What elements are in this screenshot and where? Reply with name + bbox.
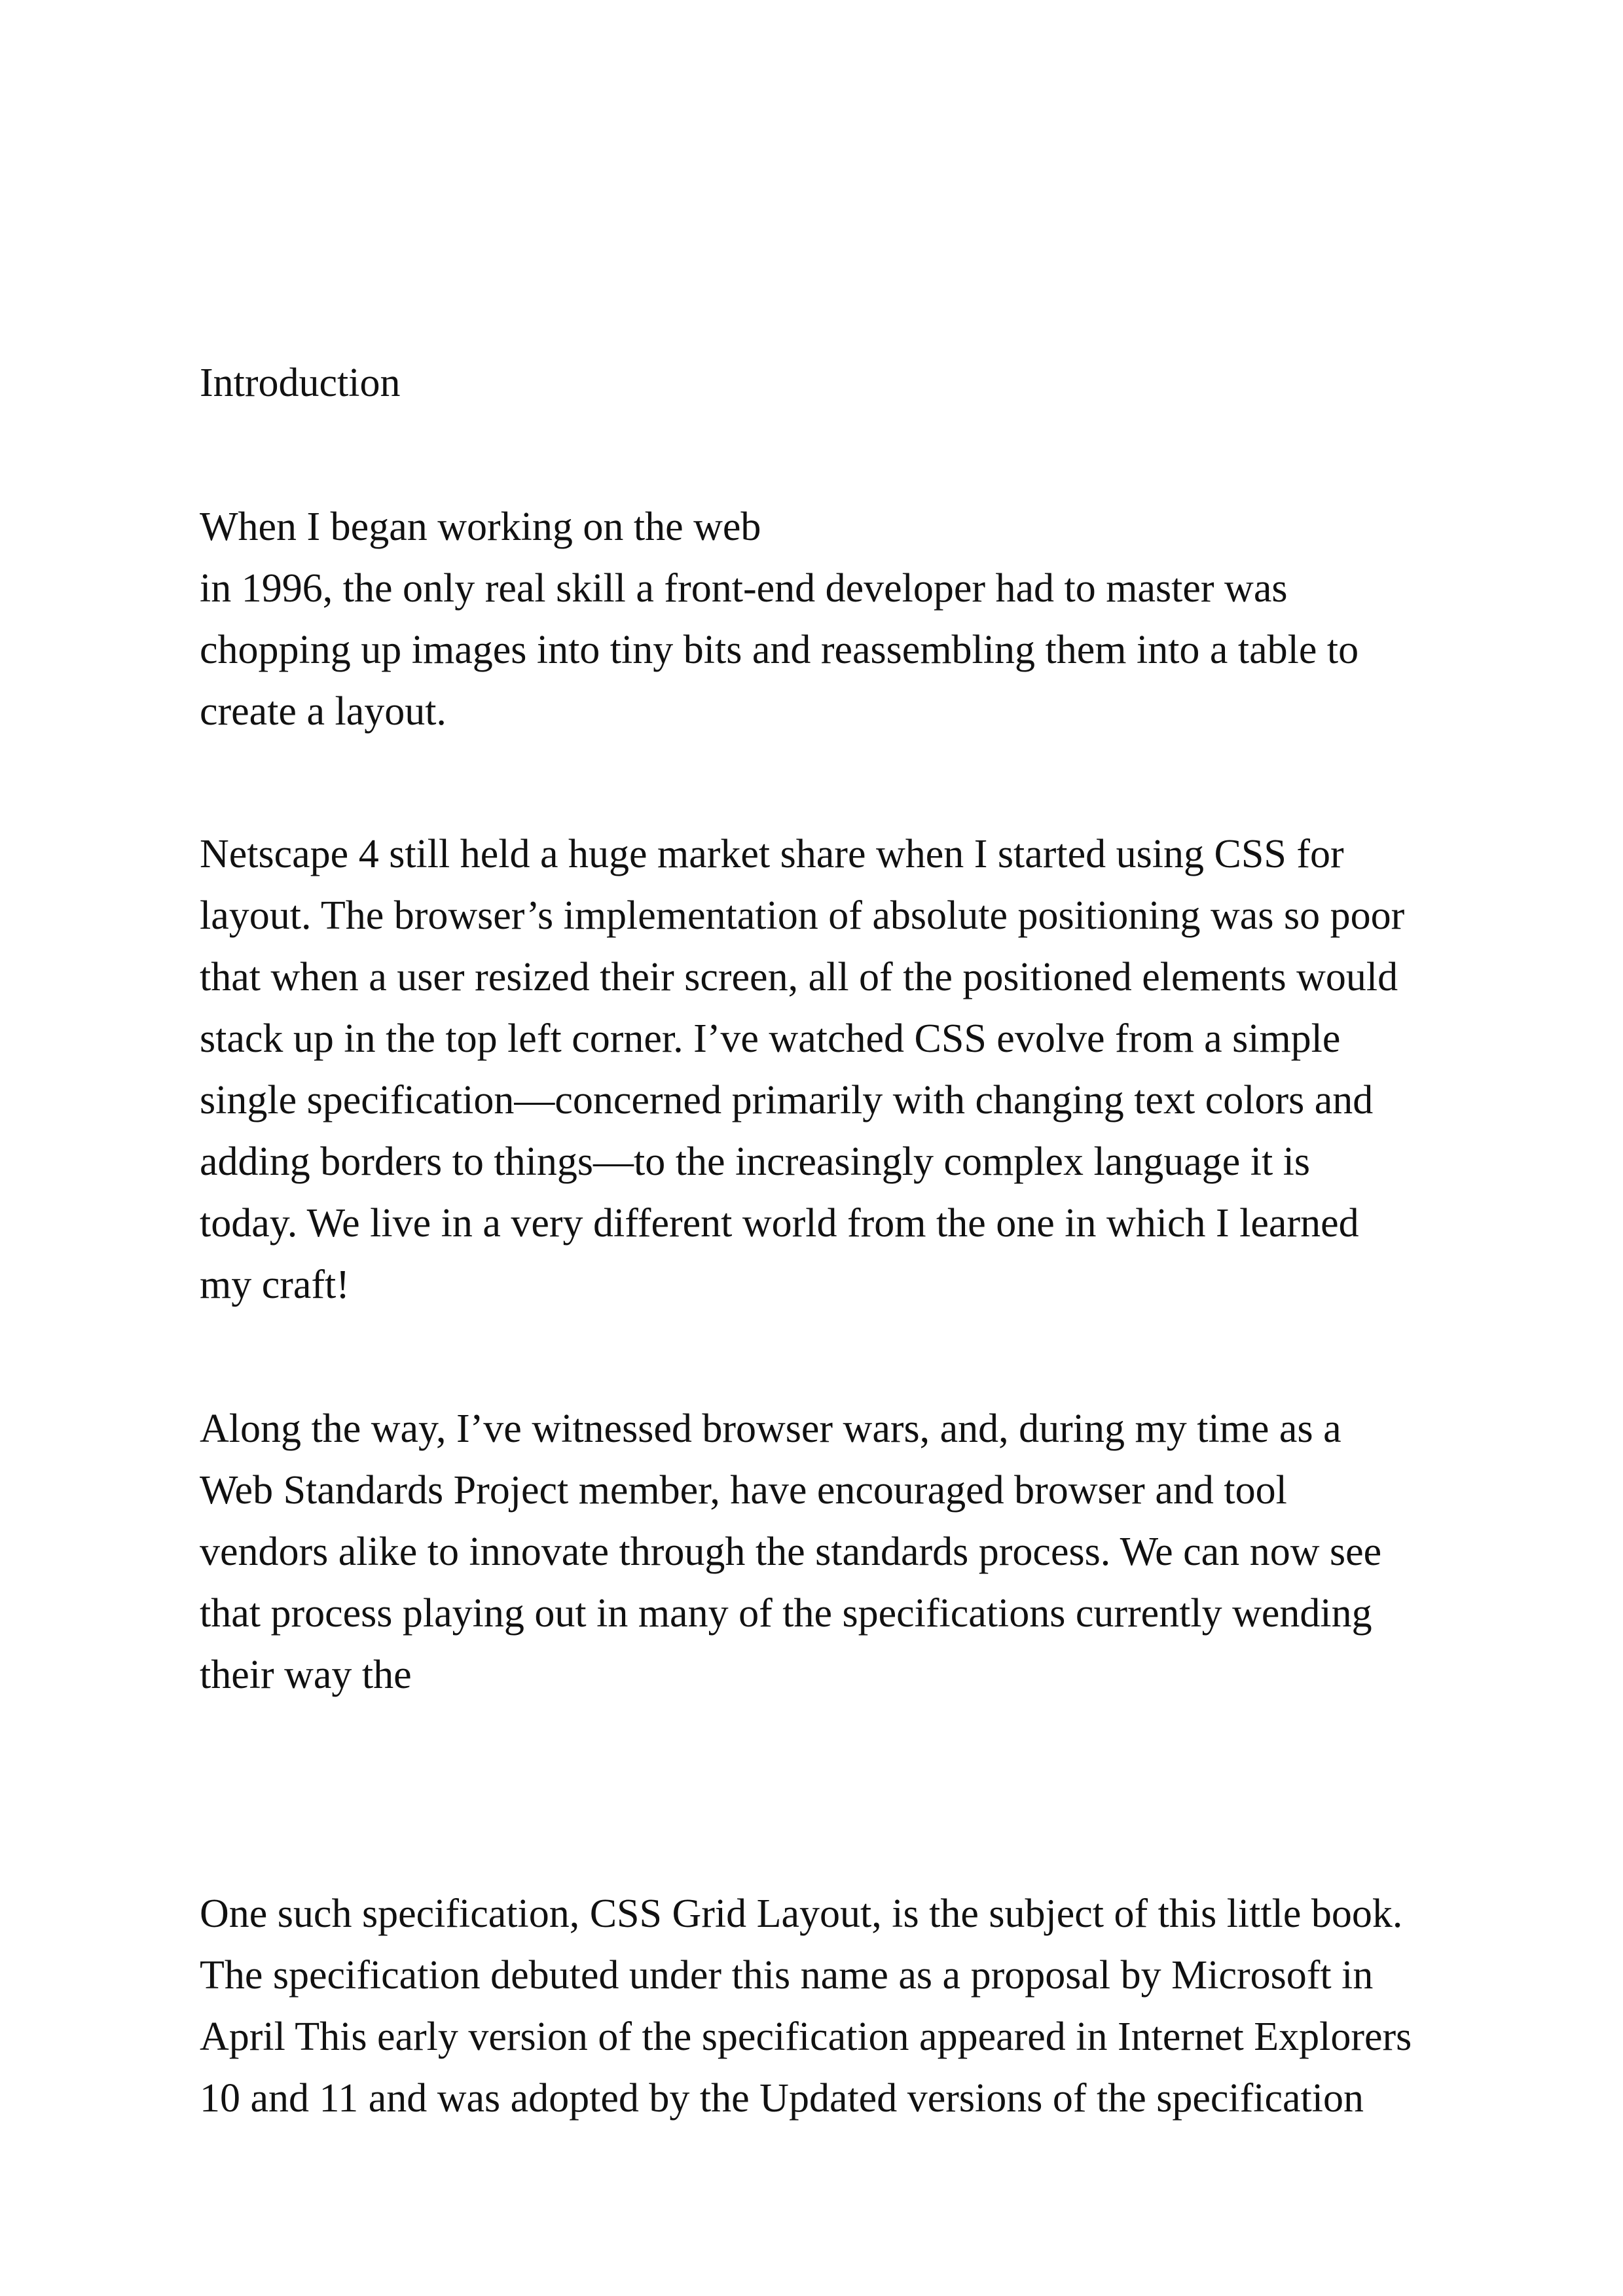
paragraph-line: stack up in the top left corner. I’ve watched CSS evolve from a simple xyxy=(200,1016,1341,1061)
paragraph-line: that process playing out in many of the specifications currently wending xyxy=(200,1591,1372,1636)
paragraph-line: create a layout. xyxy=(200,689,447,734)
paragraph-line: One such specification, CSS Grid Layout, is the subject of this little book. xyxy=(200,1892,1403,1936)
paragraph-line: Netscape 4 still held a huge market share when I started using CSS for xyxy=(200,832,1344,876)
paragraph-line: Along the way, I’ve witnessed browser wars, and, during my time as a xyxy=(200,1407,1341,1451)
paragraph-2 xyxy=(200,823,1509,1316)
paragraph-line: April This early version of the specification appeared in Internet Explorers xyxy=(200,2015,1412,2059)
paragraph-line: today. We live in a very different world from the one in which I learned xyxy=(200,1201,1359,1246)
heading-text: Introduction xyxy=(200,361,401,405)
paragraph-line: When I began working on the web xyxy=(200,505,761,549)
paragraph-line: single specification—concerned primarily with changing text colors and xyxy=(200,1078,1374,1122)
paragraph-line: adding borders to things—to the increasingly complex language it is xyxy=(200,1139,1311,1184)
paragraph-1 xyxy=(200,496,1509,742)
paragraph-line: my craft! xyxy=(200,1263,350,1307)
paragraph-4 xyxy=(200,1883,1509,2129)
paragraph-line: The specification debuted under this name as a proposal by Microsoft in xyxy=(200,1953,1374,1998)
paragraph-3 xyxy=(200,1398,1509,1706)
paragraph-line: that when a user resized their screen, all of the positioned elements would xyxy=(200,955,1398,999)
paragraph-line: Web Standards Project member, have encouraged browser and tool xyxy=(200,1468,1287,1513)
paragraph-line: vendors alike to innovate through the standards process. We can now see xyxy=(200,1530,1382,1574)
paragraph-line: 10 and 11 and was adopted by the Updated versions of the specification xyxy=(200,2076,1364,2121)
paragraph-line: chopping up images into tiny bits and reassembling them into a table to xyxy=(200,628,1359,672)
page-title xyxy=(200,352,1509,414)
paragraph-line: layout. The browser’s implementation of absolute positioning was so poor xyxy=(200,893,1405,938)
paragraph-line: in 1996, the only real skill a front-end developer had to master was xyxy=(200,566,1288,611)
paragraph-line: their way the xyxy=(200,1653,412,1697)
